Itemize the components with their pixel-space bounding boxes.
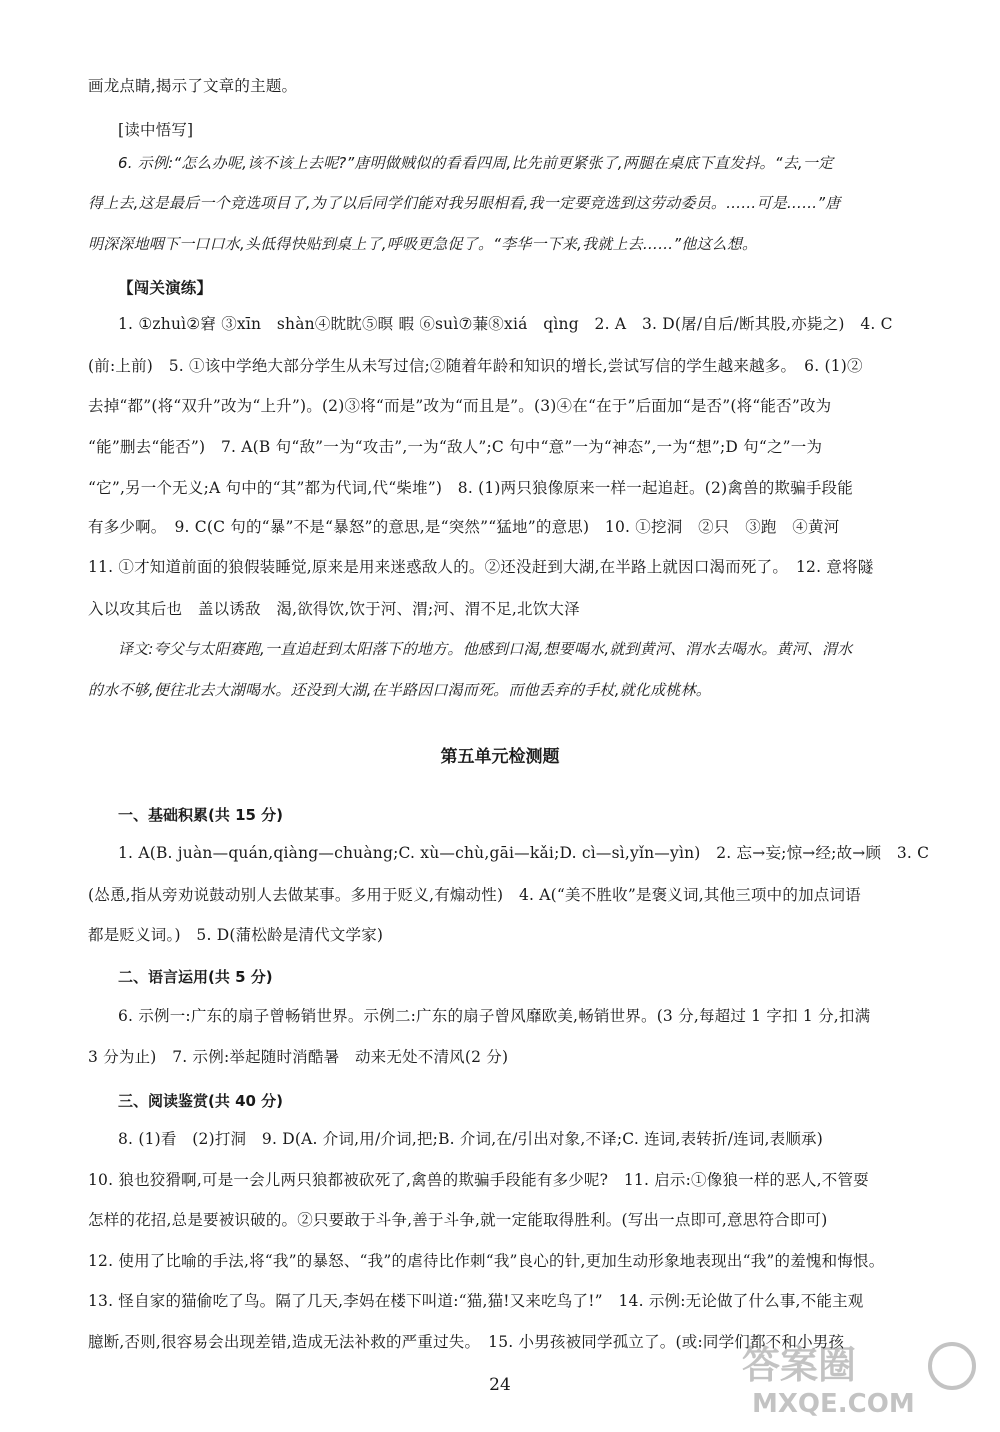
- text-line: 8. (1)看 (2)打洞 9. D(A. 介词,用/介词,把;B. 介词,在/引出对象,不译;C. 连词,表转折/连词,表顺承): [118, 1130, 823, 1148]
- text-line: 去掉“都”(将“双升”改为“上升”)。(2)③将“而是”改为“而且是”。(3)④在“在于”后面加“是否”(将“能否”改为: [88, 397, 832, 415]
- text-line: 12. 使用了比喻的手法,将“我”的暴怒、“我”的虐待比作刺“我”良心的针,更加生动形象地表现出“我”的羞愧和悔恨。: [88, 1252, 885, 1270]
- text-line: 1. A(B. juàn—quán,qiàng—chuàng;C. xù—chù,gāi—kǎi;D. cì—sì,yǐn—yìn) 2. 忘→妄;惊→经;故→顾 3. C: [118, 844, 930, 862]
- text-line: 11. ①才知道前面的狼假装睡觉,原来是用来迷惑敌人的。②还没赶到大湖,在半路上就因口渴而死了。 12. 意将隧: [88, 558, 874, 576]
- text-line: 臆断,否则,很容易会出现差错,造成无法补救的严重过失。 15. 小男孩被同学孤立了。(或:同学们都不和小男孩: [88, 1333, 845, 1351]
- page-number: 24: [489, 1375, 511, 1395]
- subheading-read-write: [读中悟写]: [118, 121, 194, 139]
- text-line: 有多少啊。 9. C(C 句的“暴”不是“暴怒”的意思,是“突然”“猛地”的意思) 10. ①挖洞 ②只 ③跑 ④黄河: [88, 518, 840, 536]
- translation-line: 的水不够,便往北去大湖喝水。还没到大湖,在半路因口渴而死。而他丢弃的手杖,就化成桃林。: [88, 681, 711, 699]
- text-line: (前:上前) 5. ①该中学绝大部分学生从未写过信;②随着年龄和知识的增长,尝试写信的学生越来越多。 6. (1)②: [88, 357, 863, 375]
- text-line: 都是贬义词。) 5. D(蒲松龄是清代文学家): [88, 926, 384, 944]
- text-line: “能”删去“能否”) 7. A(B 句“敌”一为“攻击”,一为“敌人”;C 句中“意”一为“神态”,一为“想”;D 句“之”一为: [88, 438, 823, 456]
- text-line: 画龙点睛,揭示了文章的主题。: [88, 77, 298, 95]
- watermark-url: MXQE.COM: [752, 1389, 915, 1418]
- text-line: 3 分为止) 7. 示例:举起随时消酷暑 动来无处不清风(2 分): [88, 1048, 509, 1066]
- text-line: 明深深地咽下一口口水,头低得快贴到桌上了,呼吸更急促了。“李华一下来,我就上去……”他这么想。: [88, 235, 758, 253]
- watermark-text: 答案圈: [742, 1343, 857, 1387]
- text-line: 得上去,这是最后一个竞选项目了,为了以后同学们能对我另眼相看,我一定要竞选到这劳动委员。……可是……”唐: [88, 194, 841, 212]
- heading-challenge: 【闯关演练】: [118, 279, 213, 297]
- text-line: 1. ①zhuì②窘 ③xīn shàn④眈眈⑤暝 暇 ⑥suì⑦蒹⑧xiá qìng 2. A 3. D(屠/自后/断其股,亦毙之) 4. C: [118, 315, 893, 333]
- text-line: 6. 示例:“怎么办呢,该不该上去呢?”唐明做贼似的看看四周,比先前更紧张了,两腿在桌底下直发抖。“去,一定: [118, 154, 834, 172]
- section-title-reading: 三、阅读鉴赏(共 40 分): [118, 1092, 284, 1110]
- unit-title: 第五单元检测题: [440, 747, 560, 767]
- translation-line: 译文:夸父与太阳赛跑,一直追赶到太阳落下的地方。他感到口渴,想要喝水,就到黄河、渭水去喝水。黄河、渭水: [118, 640, 853, 658]
- section-title-language: 二、语言运用(共 5 分): [118, 968, 273, 986]
- text-line: 13. 怪自家的猫偷吃了鸟。隔了几天,李妈在楼下叫道:“猫,猫!又来吃鸟了!” 14. 示例:无论做了什么事,不能主观: [88, 1292, 864, 1310]
- text-line: (怂恿,指从旁劝说鼓动别人去做某事。多用于贬义,有煽动性) 4. A(“美不胜收”是褒义词,其他三项中的加点词语: [88, 886, 861, 904]
- text-line: “它”,另一个无义;A 句中的“其”都为代词,代“柴堆”) 8. (1)两只狼像原来一样一起追赶。(2)禽兽的欺骗手段能: [88, 479, 853, 497]
- text-line: 怎样的花招,总是要被识破的。②只要敢于斗争,善于斗争,就一定能取得胜利。(写出一点即可,意思符合即可): [88, 1211, 828, 1229]
- text-line: 6. 示例一:广东的扇子曾畅销世界。示例二:广东的扇子曾风靡欧美,畅销世界。(3 分,每超过 1 字扣 1 分,扣满: [118, 1007, 871, 1025]
- text-line: 10. 狼也狡猾啊,可是一会儿两只狼都被砍死了,禽兽的欺骗手段能有多少呢? 11. 启示:①像狼一样的恶人,不管耍: [88, 1171, 869, 1189]
- watermark-logo: [732, 1338, 982, 1418]
- section-title-basic: 一、基础积累(共 15 分): [118, 806, 284, 824]
- text-line: 入以攻其后也 盖以诱敌 渴,欲得饮,饮于河、渭;河、渭不足,北饮大泽: [88, 600, 580, 618]
